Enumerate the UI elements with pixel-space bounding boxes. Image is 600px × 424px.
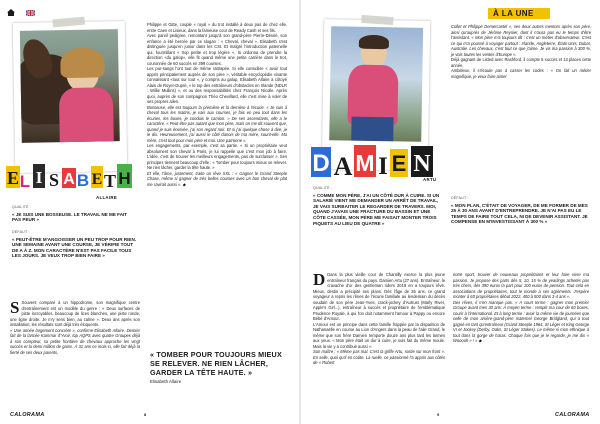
svg-text:E: E	[6, 168, 20, 188]
qualite-text: « COMME MON PÈRE, J'AI UN CÔTÉ DUR À CUIRE. SI UN SALARIÉ VIENT ME DEMANDER UN ARRÊT DE TRAVAIL, JE VAIS SURBAITER LE REGARDER DE TRAVERS. MOI, QUAND J'AVAIS UNE FRACTURE DU BASSIN ET UNE CÔTE CASSÉE, MON PÈRE ME FAISAIT MONTER TROIS PIQUETS AU LIEU DE QUATRE »	[313, 192, 440, 226]
svg-text:A: A	[63, 171, 75, 188]
top-paragraph: Déjà gagnant de Listed avec Rashford, il compte 5 succès et 13 places cette année.	[451, 57, 591, 68]
elisabeth-surname: ALLAIRE	[96, 195, 118, 200]
home-icon[interactable]	[7, 9, 15, 16]
defaut-label: DÉFAUT :	[12, 230, 30, 234]
svg-text:H: H	[118, 169, 131, 188]
elisabeth-body-text	[147, 22, 287, 187]
lower-paragraph: Son maître : « Même pas mal. C'est la griffe Artu, sortie sur mon front ». En selle, quoi qu'il en coûte. La ruelle, ce passionné l'a appris aux côtés de « Robert	[313, 349, 445, 365]
svg-text:I: I	[35, 168, 43, 187]
body-paragraph: Et elle, l'âme, justement, traite un rêve XXL : « Gagner le Grand Steeple Chase, même si gagner de très belles courses avec un bon cheval de plat me ravirait aussi ». ◆	[147, 170, 287, 187]
svg-text:N: N	[413, 151, 431, 177]
damien-name-title	[311, 143, 441, 183]
elisabeth-qualite	[12, 205, 137, 223]
elisabeth-photo	[20, 29, 120, 143]
section-title: À LA UNE	[493, 9, 534, 18]
svg-text:D: D	[312, 150, 330, 177]
brand-logo: CALORAMA	[10, 412, 45, 418]
qualite-text: « JE SUIS UNE BOSSEUSE. LE TRAVAIL NE ME FAIT PAS PEUR »	[12, 211, 128, 223]
intro-paragraph: « Une année largement concrète », confirme Elisabeth Allaire. Dernier fait de la lancée Kammar d'Yvoir, top AQPS avec quatre Groupes déjà à son compteur, sa petite frontière de chevaux approche les vingt succès et la demi-million de gains. À 31 ans ce mois-ci, elle fait déjà la fierté de ses deux parents,	[10, 327, 140, 355]
damien-defaut	[451, 196, 589, 225]
body-paragraph: Les engagements, par exemple, c'est sa partie. « Si un propriétaire veut absolument son cheval à Paris, je lui rappelle que c'est mon job à faire. L'idée, c'est de trouver les meilleurs engagements, pas de surclasser ». Ses principes tiennent beaucoup d'elle : « Tomber pour toujours mieux se relever. Ne rien lâcher, garder la tête haute. »	[147, 143, 287, 170]
lower-paragraph: notre sport, trouver de nouveaux propriétaires et leur faire vivre ma passion. Je propose des parts dès 5, 10, 15 % de yearlings achetés pas très chers, dès 390 euros la part pour 100 euros de pension. Tout cela en associations de propriétaires, tout le monde a ses agréments. J'espère monter à 60 propriétaires début 2022, 400 à 500 dans 3-4 ans ».	[453, 272, 589, 299]
elisabeth-name-title	[6, 160, 140, 196]
damien-photo	[329, 26, 423, 142]
uk-flag-icon[interactable]	[26, 10, 35, 16]
qualite-label: QUALITÉ :	[313, 186, 333, 190]
defaut-text: « MON PLAN, C'ÉTAIT DE VOYAGER, DE ME FORMER DE MES 25 À 30 ANS AVANT D'ENTREPRENDRE. JE N'AI PAS EU LE TEMPS DE FAIRE TOUT CELA, NI DE DEVENIR ASSISTANT. JE COMPENSE EN M'INVESTISSANT À 300 % »	[451, 202, 588, 225]
lower-paragraph: Des rêves, il n'en manque pas. « À court terme : gagner mon premier Groupe avant mes 30 ans. À moyen terme : remplir ma cour de 60 boxes, courir à l'international. Et à long terme : avoir la même vie de journées que celle de mon arrière-grand-père maternel George Bridgland, qui a tout gagné en tant qu'entraîneur (Grand Steeple 1964, St Léger et King George VI et Jockey (Derby, Oaks, St Léger Stakes). Le même si mon ethnique à tout dans la gorge de haras. Chaque fois que je le regarde, je me dis « Wooooh » ! » ◆	[453, 299, 589, 343]
page-number: 9	[437, 412, 440, 417]
svg-text:E: E	[391, 151, 407, 176]
body-paragraph: Philippe et Gitte, couple « royal » du trot installé à deux pas de chez elle, entre Caen et Lisieux, dans la fameuse cour de Ready Cash et ses fils.	[147, 22, 287, 33]
tape-strip	[361, 15, 393, 25]
lower-paragraph: D Dans la plus vieille cour de Chantilly exerce la plus jeune entraîneur français du pays. Damien Artu (27 ans). Entraîneur, le cravache d'or des gentleman riders 2019 en a toujours rêvé. Mieux, destin a précipité ses plans. Dès l'âge de 25 ans, ce grand voyageur a repris les rênes de l'écurie familiale au lendemain du décès soudain de son père Jean-Yves, crack-jockey d'Autrust (Marly River, Apple's Girl...), entraîneur à succès et propriétaire de l'emblématique Prudence Royale, à qui l'on doit notamment l'amour à Pappy ou encore Bébé d'Amour.	[313, 270, 445, 321]
body-paragraph: Les pur-sangs l'ont tout de même rattrapée. Si elle considère « avoir tout appris principalement auprès de son père », véritable encyclopédie vivante connaissant «tout sur tout », y compris au galop, Elisabeth Allaire a côtoyé Alain de Royer-Dupré, « le top des entraîneurs d'obstacles en Irlande (NDLR : Willie Mullins) », et ou des responsabilités chez François Nicolle. Après quoi, auprès de son compagnon Théo Chevillard, elle c'est mise à voler de ses propres ailes.	[147, 66, 287, 104]
svg-text:L: L	[19, 172, 31, 191]
lower-paragraph: L'Amour est un principe dans cette famille frappée par la disparition de Nathanaëlle en course au Lion d'Angers dans la peau de l'aile Grand, le même que son frère Damien remporte douze ans plus tard les larmes aux yeux. « Mon père était un dur à cuire, je suis fait du même moule. Mais la vie y a contribué aussi ».	[313, 321, 445, 349]
page-number: 8	[144, 412, 147, 417]
svg-text:B: B	[76, 171, 90, 190]
right-page	[301, 0, 600, 424]
damien-surname: ARTU	[423, 177, 437, 182]
pull-quote-text: « TOMBER POUR TOUJOURS MIEUX SE RELEVER. NE RIEN LÂCHER, GARDER LA TÊTE HAUTE. »	[150, 350, 282, 377]
defaut-label: DÉFAUT :	[451, 196, 469, 200]
svg-text:A: A	[333, 152, 353, 181]
damien-lower-col1	[313, 272, 445, 366]
body-paragraph: Avec pareil pedigree, remontant jusqu'à son grand-père Pierre-Désiré, son enfance a été bercée par ce slogan : « Cheval, cheval ». Elisabeth s'est distinguée jusqu'en junior dans les CSI. Et malgré l'introduction paternelle qui, fourmillant « trop petite et trop légère », la ordonna de prendre la direction «du galop», elle fit quand même une petite carrière dans le trot, couronnée de 60 succès en 399 courses.	[147, 33, 287, 66]
damien-qualite	[313, 186, 443, 226]
elisabeth-intro-text	[10, 300, 140, 355]
damien-top-text	[451, 24, 591, 79]
pull-quote-author: Elisabeth Allaire	[150, 379, 182, 384]
damien-lower-col2	[453, 272, 589, 344]
elisabeth-polaroid	[13, 21, 128, 173]
body-paragraph: Bosseuse, elle est toujours la première et la dernière à l'écurie. « Je suis à cheval tous les matins, je vais aux courses, je fais en peu tout dans les écuries, les boxes, je conduis le camion. » De ses ascendants, elle a le caractère. « Peut-être pas autant que mon père, mais on me dit souvent que, quand je suis énervée, j'ai son regard noir. Et si j'ai quelque chose à dire, je le dis. Heureusement, j'ai aussi le côté danois de ma mère, sourit-elle. Ma mère, c'est tout pour mon père et moi. Une patronne ».	[147, 104, 287, 143]
tape-strip	[52, 17, 85, 28]
top-paragraph: Ambitieux, il s'écoute pas à casser les codes : « On fait un métier magnifique, je veux faire aimer	[451, 68, 591, 79]
svg-text:M: M	[355, 150, 375, 176]
svg-text:T: T	[103, 171, 117, 191]
qualite-label: QUALITÉ :	[12, 205, 32, 209]
intro-paragraph: S Souvent comparé à un hippodrome, son magnifique centre d'entraînement est un modèle du genre : « Deux surfaces de piste incroyables, beaucoup de lices blanches, une piste ronde, une ligne droite. Je m'y sens bien, au calme ». Deux ans après son installation, les résultats sont déjà très éloquents.	[10, 298, 140, 327]
svg-text:S: S	[48, 170, 60, 190]
svg-text:I: I	[378, 153, 388, 180]
elisabeth-defaut	[12, 230, 137, 259]
brand-logo: CALORAMA	[555, 412, 590, 418]
svg-text:E: E	[91, 171, 103, 188]
top-paragraph: Collet et Philippe Demercastel », ses deux autres mentors après son père, ainsi qu'auprès de Jérôme Reynier, dont il n'aura pas eu le temps d'être l'assistant. « Mon père m'a toujours dit : c'est un métier d'observateur. C'est ce qui m'a poussé à voyager partout : Irlande, Angleterre, États-Unis, Dubaï, Australie. Les chevaux, c'est tout ce que j'aime. Je vis ma passion à 300 %, je vois toutes les ventes d'Europe ».	[451, 24, 591, 57]
defaut-text: « PEUT-ÊTRE M'ANGOISSER UN PEU TROP POUR RIEN. UNE SEMAINE AVANT UNE COURSE, JE VÉRIFIE TOUT DE A À Z. MON CARACTÈRE N'EST PAS FACILE TOUS LES JOURS. JE VEUX TROP BIEN FAIRE »	[12, 236, 137, 259]
left-page	[0, 0, 299, 424]
pull-quote	[150, 350, 282, 384]
